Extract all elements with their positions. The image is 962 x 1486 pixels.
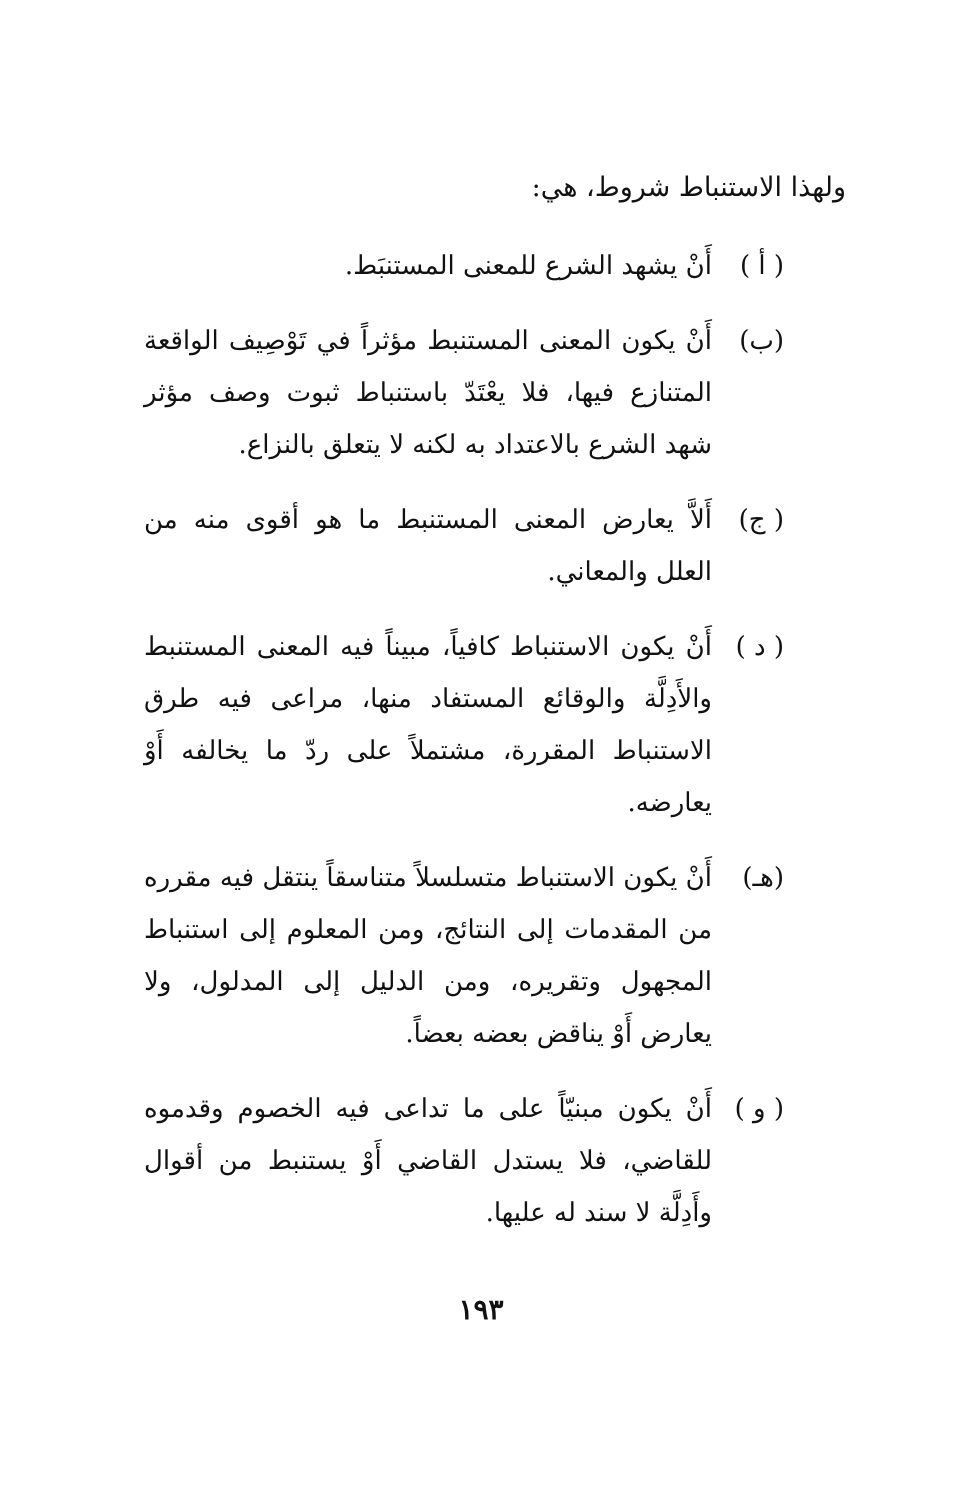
item-text: أَنْ يكون المعنى المستنبط مؤثراً في تَوْصِيف الواقعة المتنازع فيها، فلا يعْتَدّ باستنباط ثبوت وصف مؤثر شهد الشرع بالاعتداد به لكنه لا يتعلق بالنزاع. — [144, 326, 712, 460]
item-marker: ( ج) — [738, 505, 784, 535]
item-text: أَنْ يكون الاستنباط كافياً، مبيناً فيه المعنى المستنبط والأَدِلَّة والوقائع المستفاد منها، مراعى فيه طرق الاستنباط المقررة، مشتملاً على ردّ ما يخالفه أَوْ يعارضه. — [144, 632, 712, 818]
list-item — [144, 621, 784, 829]
item-marker: ( و ) — [734, 1094, 784, 1124]
list-item — [144, 240, 784, 292]
item-marker: ( أ ) — [739, 251, 784, 281]
item-text: أَنْ يكون الاستنباط متسلسلاً متناسقاً ينتقل فيه مقرره من المقدمات إلى النتائج، ومن المعلوم إلى استنباط المجهول وتقريره، ومن الدليل إلى المدلول، ولا يعارض أَوْ يناقض بعضه بعضاً. — [144, 863, 712, 1049]
item-marker: (هـ) — [742, 863, 784, 893]
conditions-list — [144, 240, 784, 1262]
intro-paragraph: ولهذا الاستنباط شروط، هي: — [531, 172, 846, 203]
list-item — [144, 494, 784, 598]
item-text: أَلاَّ يعارض المعنى المستنبط ما هو أقوى منه من العلل والمعاني. — [144, 505, 712, 587]
item-marker: ( د ) — [735, 632, 784, 662]
item-text: أَنْ يشهد الشرع للمعنى المستنبَط. — [344, 251, 712, 281]
list-item — [144, 1083, 784, 1239]
page-number: ١٩٣ — [458, 1293, 504, 1326]
item-marker: (ب) — [739, 326, 784, 356]
item-text: أَنْ يكون مبنيّاً على ما تداعى فيه الخصوم وقدموه للقاضي، فلا يستدل القاضي أَوْ يستنبط من أقوال وأَدِلَّة لا سند له عليها. — [144, 1094, 712, 1228]
list-item — [144, 852, 784, 1060]
list-item — [144, 315, 784, 471]
